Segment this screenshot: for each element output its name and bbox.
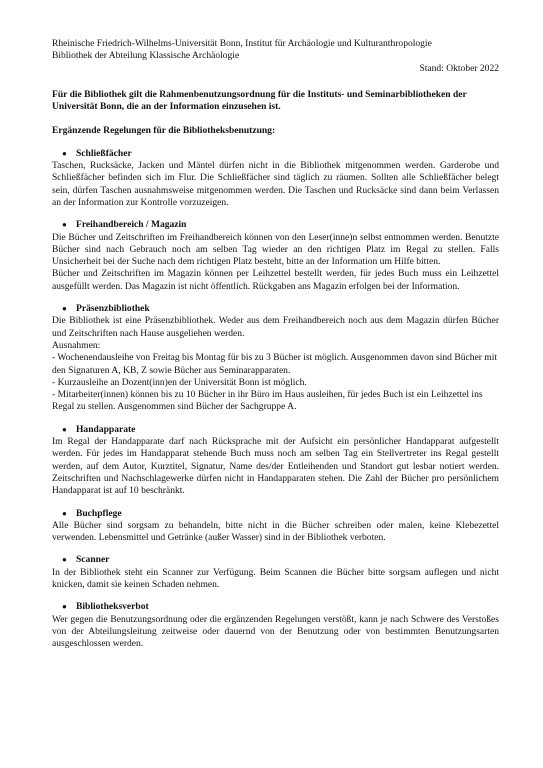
section-title-text: Schließfächer (76, 147, 132, 159)
section-title (52, 554, 499, 566)
section-paragraph: Wer gegen die Benutzungsordnung oder die ergänzenden Regelungen verstößt, kann je nach Schwere des Verstoßes von der Abteilungsleitung zeitweise oder dauernd von der Benutzung oder von bestimmten Benutzungsarten ausgeschlossen werden. (52, 613, 499, 650)
section-paragraph: Alle Bücher sind sorgsam zu behandeln, bitte nicht in die Bücher schreiben oder malen, keine Klebezettel verwenden. Lebensmittel und Getränke (außer Wasser) sind in der Bibliothek verboten. (52, 519, 499, 544)
bullet-icon: ● (62, 148, 67, 158)
bullet-icon: ● (62, 220, 67, 230)
section-title-text: Buchpflege (76, 507, 122, 519)
section-title-text: Handapparate (76, 423, 136, 435)
bullet-icon: ● (62, 555, 67, 565)
bullet-icon: ● (62, 602, 67, 612)
section-title-text: Bibliotheksverbot (76, 601, 149, 613)
subheading: Ergänzende Regelungen für die Bibliotheksbenutzung: (52, 125, 276, 137)
section-scanner (52, 554, 499, 591)
section-freihandbereich (52, 219, 499, 293)
section-paragraph: In der Bibliothek steht ein Scanner zur Verfügung. Beim Scannen die Bücher bitte sorgsam auflegen und nicht knicken, damit sie keinen Schaden nehmen. (52, 566, 499, 590)
section-paragraph: Taschen, Rucksäcke, Jacken und Mäntel dürfen nicht in die Bibliothek mitgenommen werden. Garderobe und Schließfächer befinden sich im Flur. Die Schließfächer sind täglich zu räumen. Sollten alle Schließfächer belegt sein, dürfen Taschen ausnahmsweise mitgenommen werden. Die Taschen und Rucksäcke sind dann beim Verlassen an der Information zur Kontrolle vorzuzeigen. (52, 160, 499, 208)
section-handapparate (52, 424, 499, 498)
section-title (52, 303, 499, 315)
section-bibliotheksverbot (52, 601, 499, 650)
section-list-item: - Kurzausleihe an Dozent(inn)en der Universität Bonn ist möglich. (52, 376, 307, 388)
section-buchpflege (52, 508, 499, 545)
section-title (52, 148, 499, 160)
section-title (52, 424, 499, 436)
section-title (52, 601, 499, 613)
section-paragraph: Im Regal der Handapparate darf nach Rücksprache mit der Aufsicht ein persönlicher Handapparat aufgestellt werden. Für jedes im Handapparat stehende Buch muss noch am selben Tag ein Stellvertreter ins Regal gestellt werden, auf dem Autor, Kurztitel, Signatur, Name des/der Entleihenden und Standort gut lesbar notiert werden. Zeitschriften und Nachschlagewerke dürfen nicht in Handapparaten stehen. Die Zahl der Bücher pro persönlichem Handapparat ist auf 10 beschränkt. (52, 436, 499, 497)
institution-line: Rheinische Friedrich-Wilhelms-Universität Bonn, Institut für Archäologie und Kulturanthropologie (52, 38, 432, 49)
intro-paragraph: Für die Bibliothek gilt die Rahmenbenutzungsordnung für die Instituts- und Seminarbibliotheken der Universität Bonn, die an der Information einzusehen ist. (52, 88, 467, 113)
library-line: Bibliothek der Abteilung Klassische Archäologie (52, 50, 240, 62)
section-schliessfaecher (52, 148, 499, 209)
bullet-icon: ● (62, 304, 67, 314)
section-paragraph: Bücher und Zeitschriften im Magazin können per Leihzettel bestellt werden, für jedes Buch muss ein Leihzettel ausgefüllt werden. Das Magazin ist nicht öffentlich. Rückgaben ans Magazin erfolgen bei der Information. (52, 268, 499, 292)
section-title-text: Präsenzbibliothek (76, 303, 150, 315)
section-list-item: - Mitarbeiter(innen) können bis zu 10 Bücher in ihr Büro im Haus ausleihen, für jedes Buch ist ein Leihzettel ins Regal zu stellen. Ausgenommen sind Bücher der Sachgruppe A. (52, 389, 483, 413)
bullet-icon: ● (62, 424, 67, 434)
section-paragraph: Die Bücher und Zeitschriften im Freihandbereich können von den Leser(inne)n selbst entnommen werden. Benutzte Bücher sind nach Gebrauch noch am selben Tag wieder an den richtigen Platz im Regal zu stellen. Falls Unsicherheit bei der Suche nach dem richtigen Platz besteht, bitte an der Information um Hilfe bitten. (52, 231, 499, 268)
section-praesenzbibliothek (52, 303, 499, 414)
section-title (52, 508, 499, 520)
section-list-item: - Wochenendausleihe von Freitag bis Montag für bis zu 3 Bücher ist möglich. Ausgenommen davon sind Bücher mit den Signaturen A, KB, Z sowie Bücher aus Seminarapparaten. (52, 352, 498, 376)
section-paragraph: Die Bibliothek ist eine Präsenzbibliothek. Weder aus dem Freihandbereich noch aus dem Magazin dürfen Bücher und Zeitschriften nach Hause ausgeliehen werden. (52, 315, 499, 339)
section-title (52, 219, 499, 231)
section-paragraph: Ausnahmen: (52, 339, 101, 351)
bullet-icon: ● (62, 508, 67, 518)
section-title-text: Freihandbereich / Magazin (76, 219, 187, 231)
date-line: Stand: Oktober 2022 (419, 62, 499, 74)
section-title-text: Scanner (76, 554, 110, 566)
